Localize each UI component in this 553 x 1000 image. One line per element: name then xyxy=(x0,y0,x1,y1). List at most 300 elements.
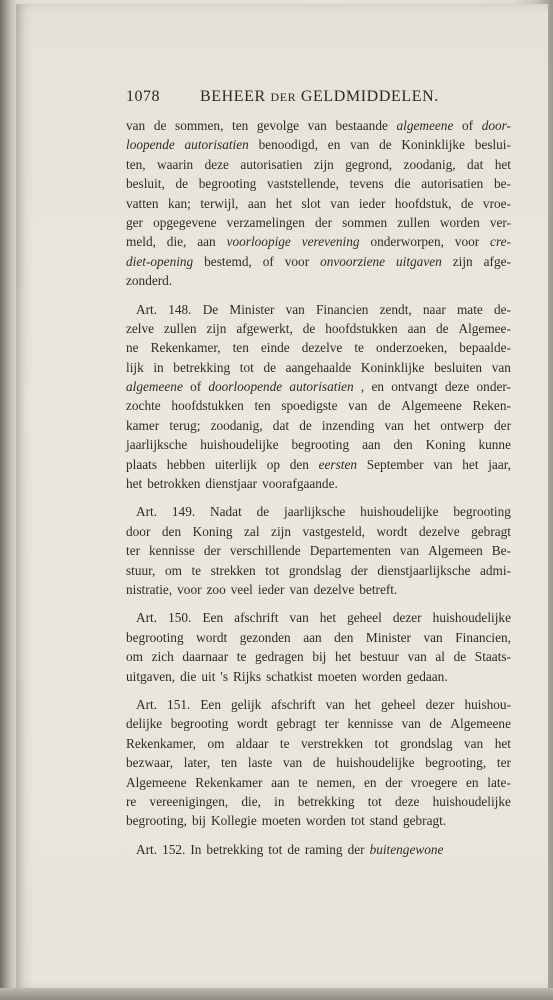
word: van xyxy=(350,137,370,153)
word: admi- xyxy=(479,562,511,578)
word: de xyxy=(153,118,167,133)
word: worden xyxy=(361,668,402,684)
body-text xyxy=(126,116,515,859)
word: der xyxy=(203,543,221,559)
word: gedaan. xyxy=(406,668,448,684)
word: Algemeene xyxy=(401,398,462,414)
word: het xyxy=(494,156,511,172)
word: begrooting xyxy=(126,629,184,645)
word: beslui- xyxy=(474,137,511,153)
word: om xyxy=(164,562,182,578)
paragraph xyxy=(126,695,515,831)
word: Rekenkamer xyxy=(195,774,263,790)
word: zoodanig, xyxy=(403,156,456,172)
word: zal xyxy=(244,523,260,539)
word: van xyxy=(491,359,511,375)
word: nistratie, xyxy=(126,581,173,597)
word: de xyxy=(429,716,442,732)
text-line xyxy=(126,155,515,174)
word: hoofdstuk, xyxy=(394,195,452,211)
word: zendt, xyxy=(379,301,412,317)
word: de xyxy=(312,755,326,771)
word: zich xyxy=(151,649,174,665)
word: tot xyxy=(239,359,254,375)
word: , xyxy=(360,379,365,395)
word: tevens xyxy=(349,176,384,192)
word: einde xyxy=(260,340,290,356)
word: ne xyxy=(126,340,139,356)
word: jaarlijksche xyxy=(126,437,188,453)
text-line xyxy=(126,474,515,493)
italic-word: onvoorziene xyxy=(320,253,386,269)
word: op xyxy=(266,456,280,472)
word: uit xyxy=(201,668,216,684)
paragraph xyxy=(126,116,515,291)
word: de- xyxy=(493,301,511,317)
word: dat xyxy=(272,417,290,433)
word: te xyxy=(236,649,247,665)
word: of xyxy=(262,253,274,269)
word: tot xyxy=(350,813,365,829)
word: ger xyxy=(126,214,143,230)
word: dezelve xyxy=(301,340,343,356)
text-line xyxy=(126,580,515,599)
word: Art. xyxy=(136,610,158,626)
word: het xyxy=(462,456,479,472)
word: de xyxy=(379,137,392,153)
word: ter xyxy=(496,755,511,771)
word: de xyxy=(378,398,391,414)
word: aan xyxy=(303,629,322,645)
word: zonderd. xyxy=(126,273,173,289)
word: gezonden xyxy=(239,629,291,645)
paragraph xyxy=(126,608,515,686)
word: van xyxy=(289,610,309,626)
text-line xyxy=(126,338,515,357)
word: al xyxy=(435,649,446,665)
text-line xyxy=(126,455,515,474)
word: vatten xyxy=(126,195,159,211)
word: gebragt. xyxy=(402,813,447,829)
word: het xyxy=(413,417,431,433)
text-line xyxy=(126,502,515,521)
word: Rekenkamer, xyxy=(150,340,221,356)
word: bepaalde- xyxy=(459,340,511,356)
word: ten xyxy=(254,398,271,414)
word: kamer xyxy=(126,417,160,433)
word: van xyxy=(423,629,443,645)
word: begrooting, xyxy=(126,813,187,829)
word: bestuur xyxy=(359,649,399,665)
italic-word: eersten xyxy=(318,456,358,472)
word: stuur, xyxy=(126,562,156,578)
word: ter xyxy=(324,716,339,732)
word: voor xyxy=(284,253,310,269)
word: Art. xyxy=(136,696,158,712)
word: die, xyxy=(166,234,187,250)
word: huishoudelijke xyxy=(360,504,439,520)
italic-word: algemeene xyxy=(396,118,454,133)
word: de xyxy=(299,417,312,433)
text-line xyxy=(126,647,515,666)
italic-word: autorisatien xyxy=(184,137,249,153)
word: geheel xyxy=(380,696,416,712)
word: begrooting xyxy=(291,437,350,453)
word: opgegevene xyxy=(153,214,217,230)
text-line xyxy=(126,213,515,232)
word: aan xyxy=(197,234,216,250)
word: de xyxy=(287,841,300,857)
word: den xyxy=(393,437,413,453)
word: besluit, xyxy=(126,176,165,192)
word: den xyxy=(161,523,182,539)
word: en xyxy=(327,137,341,153)
text-line xyxy=(126,541,515,560)
word: den xyxy=(289,456,309,472)
word: de xyxy=(453,649,467,665)
word: betrekking xyxy=(173,359,231,375)
word: het xyxy=(275,195,293,211)
word: worden xyxy=(305,813,346,829)
word: daarnaar xyxy=(182,649,229,665)
word: van xyxy=(399,543,420,559)
italic-word: cre- xyxy=(490,234,511,250)
word: geheel xyxy=(347,610,382,626)
word: ieder xyxy=(358,195,386,211)
word: hebben xyxy=(166,456,206,472)
word: Koning xyxy=(192,523,233,539)
italic-word: verevening xyxy=(301,234,360,250)
word: gegrond, xyxy=(345,156,393,172)
word: dienstjaar xyxy=(205,476,258,492)
word: hoofdstukken xyxy=(171,398,244,414)
word: worden xyxy=(439,214,480,230)
text-line xyxy=(126,628,515,647)
word: dezer xyxy=(392,610,422,626)
running-header xyxy=(126,88,448,110)
word: uiterlijk xyxy=(214,456,257,472)
word: ten, xyxy=(126,156,146,172)
word: slot xyxy=(301,195,321,211)
word: Algemee- xyxy=(458,320,511,336)
word: uitgaven, xyxy=(126,668,176,684)
text-line xyxy=(126,435,515,454)
word: der xyxy=(315,214,333,230)
word: deze xyxy=(444,379,470,395)
word: hoofdstukken xyxy=(325,320,398,336)
word: afschrift xyxy=(271,696,316,712)
text-line xyxy=(126,714,515,733)
word: van xyxy=(464,735,484,751)
word: der xyxy=(350,562,368,578)
word: te xyxy=(279,735,290,751)
text-line xyxy=(126,773,515,792)
word: deze xyxy=(204,156,229,172)
word: verstrekken xyxy=(301,735,364,751)
word: zelve xyxy=(126,320,155,336)
word: dezelve xyxy=(313,581,355,597)
word: bij xyxy=(191,813,206,829)
word: ontvangt xyxy=(391,379,438,395)
word: 152. xyxy=(162,841,186,857)
text-line xyxy=(126,116,515,135)
word: Art. xyxy=(136,504,158,520)
paragraph xyxy=(126,300,515,494)
running-title xyxy=(200,88,439,106)
word: bij xyxy=(312,649,327,665)
word: om xyxy=(207,735,225,751)
word: bezwaar, xyxy=(126,755,174,771)
word: Art. xyxy=(136,301,158,317)
text-line xyxy=(126,377,515,396)
text-line xyxy=(126,734,515,753)
word: den xyxy=(334,629,354,645)
word: kennisse xyxy=(149,543,195,559)
word: Staats- xyxy=(474,649,511,665)
word: lijk xyxy=(126,359,144,375)
text-line xyxy=(126,319,515,338)
word: van xyxy=(285,301,305,317)
text-line xyxy=(126,194,515,213)
text-line xyxy=(126,358,515,377)
title-small-word: DER xyxy=(270,90,297,104)
word: September xyxy=(366,456,424,472)
word: onderzoeken, xyxy=(376,340,448,356)
word: huishoudelijke xyxy=(432,610,511,626)
word: wordt xyxy=(236,716,268,732)
word: van xyxy=(348,398,368,414)
word: afschrift xyxy=(234,610,279,626)
word: onderworpen, xyxy=(370,234,444,250)
word: aan xyxy=(407,320,427,336)
word: betreft. xyxy=(359,581,398,597)
italic-word: door- xyxy=(481,118,511,133)
text-line xyxy=(126,300,515,319)
word: afgewerkt, xyxy=(236,320,293,336)
word: Minister xyxy=(229,301,275,317)
word: om xyxy=(126,649,143,665)
word: en xyxy=(371,379,384,395)
word: het xyxy=(126,476,143,492)
page-number: 1078 xyxy=(126,88,160,105)
word: Algemeene xyxy=(450,716,511,732)
word: aan xyxy=(362,437,381,453)
word: veel xyxy=(230,581,253,597)
word: huishoudelijke xyxy=(200,437,279,453)
word: voorafgaande. xyxy=(262,476,338,492)
text-line xyxy=(126,135,515,154)
word: dezelve xyxy=(419,523,460,539)
word: terwijl, xyxy=(200,195,239,211)
word: Rijks xyxy=(233,668,262,684)
text-line xyxy=(126,396,515,415)
word: gedragen xyxy=(254,649,304,665)
word: bestemd, xyxy=(204,253,252,269)
word: begrooting xyxy=(453,504,511,520)
italic-word: autorisatien xyxy=(289,379,354,395)
word: tot xyxy=(268,841,283,857)
word: Minister xyxy=(365,629,411,645)
word: naar xyxy=(422,301,446,317)
word: terug; xyxy=(169,417,201,433)
word: Art. xyxy=(136,841,158,857)
word: autorisatien xyxy=(240,156,303,172)
word: In xyxy=(190,841,202,857)
word: Koninklijke xyxy=(401,137,465,153)
word: kunne xyxy=(478,437,511,453)
word: der xyxy=(385,774,403,790)
word: of xyxy=(190,379,202,395)
word: stand xyxy=(369,813,398,829)
title-part-1: BEHEER xyxy=(200,88,266,105)
word: laste xyxy=(247,755,273,771)
word: zoo xyxy=(206,581,226,597)
italic-word: uitgaven xyxy=(396,253,442,269)
word: zijn xyxy=(206,320,227,336)
word: De xyxy=(202,301,219,317)
word: het xyxy=(319,610,337,626)
word: betrokken xyxy=(147,476,201,492)
word: die, xyxy=(241,793,261,809)
paragraph-gap xyxy=(126,493,515,502)
word: besluiten xyxy=(434,359,483,375)
word: jaar, xyxy=(488,456,511,472)
word: gebragt xyxy=(471,523,511,539)
word: dezer xyxy=(425,696,455,712)
word: grondslag xyxy=(400,735,453,751)
word: in xyxy=(153,359,164,375)
word: huishoudelijke xyxy=(336,755,415,771)
word: bestaande xyxy=(335,118,388,133)
word: ieder xyxy=(257,581,285,597)
word: Koninklijke xyxy=(360,359,425,375)
italic-word: loopende xyxy=(126,137,175,153)
word: ter xyxy=(126,543,141,559)
word: delijke xyxy=(126,716,163,732)
word: van xyxy=(307,118,327,133)
word: spoedigste xyxy=(281,398,338,414)
word: te xyxy=(298,774,308,790)
word: Nadat xyxy=(210,504,242,520)
word: in xyxy=(274,793,285,809)
word: of xyxy=(461,118,474,133)
word: het xyxy=(334,649,352,665)
word: Algemeen xyxy=(428,543,483,559)
word: later, xyxy=(183,755,211,771)
word: Financien xyxy=(315,301,369,317)
word: raming xyxy=(304,841,343,857)
word: het xyxy=(354,696,371,712)
word: van xyxy=(401,716,421,732)
word: sommen, xyxy=(175,118,224,133)
word: Financien, xyxy=(455,629,511,645)
text-line xyxy=(126,252,515,271)
word: zullen xyxy=(397,214,430,230)
word: 148. xyxy=(168,301,192,317)
word: wordt xyxy=(196,629,228,645)
word: vastgesteld, xyxy=(302,523,365,539)
word: ten xyxy=(232,118,249,133)
word: jaarlijksche xyxy=(284,504,346,520)
paragraph-gap xyxy=(126,291,515,300)
word: strekken xyxy=(210,562,256,578)
word: gelijk xyxy=(230,696,262,712)
italic-word: diet-opening xyxy=(126,253,194,269)
word: begrooting xyxy=(170,716,229,732)
word: voor xyxy=(177,581,202,597)
word: van xyxy=(384,417,404,433)
word: vroe- xyxy=(482,195,511,211)
word: schatkist xyxy=(266,668,313,684)
text-line xyxy=(126,695,515,714)
word: Be- xyxy=(491,543,511,559)
text-line xyxy=(126,174,515,193)
word: dienstjaarlijksche xyxy=(377,562,471,578)
word: de xyxy=(263,359,276,375)
word: 151. xyxy=(167,696,191,712)
word: aan xyxy=(247,195,267,211)
word: betrekking xyxy=(297,793,355,809)
word: Koning xyxy=(425,437,466,453)
word: de xyxy=(435,320,449,336)
word: zullen xyxy=(164,320,197,336)
word: dat xyxy=(467,156,484,172)
paragraph xyxy=(126,840,515,859)
italic-word: voorloopige xyxy=(226,234,291,250)
word: der xyxy=(347,841,365,857)
word: verschillende xyxy=(229,543,301,559)
text-line xyxy=(126,271,515,290)
word: huishou- xyxy=(464,696,511,712)
word: sommen xyxy=(342,214,388,230)
paragraph xyxy=(126,502,515,599)
word: de xyxy=(175,176,189,192)
word: deze xyxy=(395,793,420,809)
word: der xyxy=(494,417,511,433)
word: die xyxy=(180,668,197,684)
word: van xyxy=(433,456,453,472)
word: zochte xyxy=(126,398,161,414)
text-line xyxy=(126,416,515,435)
word: aangehaalde xyxy=(285,359,352,375)
title-part-2: GELDMIDDELEN. xyxy=(300,88,439,105)
word: van xyxy=(126,118,146,133)
word: Een xyxy=(200,696,221,712)
word: Departementen xyxy=(309,543,391,559)
word: 149. xyxy=(171,504,196,520)
word: waarin xyxy=(157,156,194,172)
word: betrekking xyxy=(206,841,264,857)
word: van xyxy=(330,195,350,211)
word: inzending xyxy=(321,417,375,433)
word: zoodanig, xyxy=(210,417,263,433)
word: vroegere xyxy=(410,774,458,790)
word: late- xyxy=(487,774,511,790)
word: nemen, xyxy=(316,774,356,790)
word: onder- xyxy=(476,379,511,395)
text-line xyxy=(126,667,515,686)
word: ontwerp xyxy=(440,417,484,433)
word: verzamelingen xyxy=(226,214,305,230)
word: Rekenkamer, xyxy=(126,735,196,751)
word: begrooting, xyxy=(425,755,487,771)
word: en xyxy=(363,774,377,790)
word: het xyxy=(494,735,511,751)
word: plaats xyxy=(126,456,158,472)
word: begrooting xyxy=(198,176,257,192)
word: zijn xyxy=(452,253,473,269)
text-line xyxy=(126,792,515,811)
